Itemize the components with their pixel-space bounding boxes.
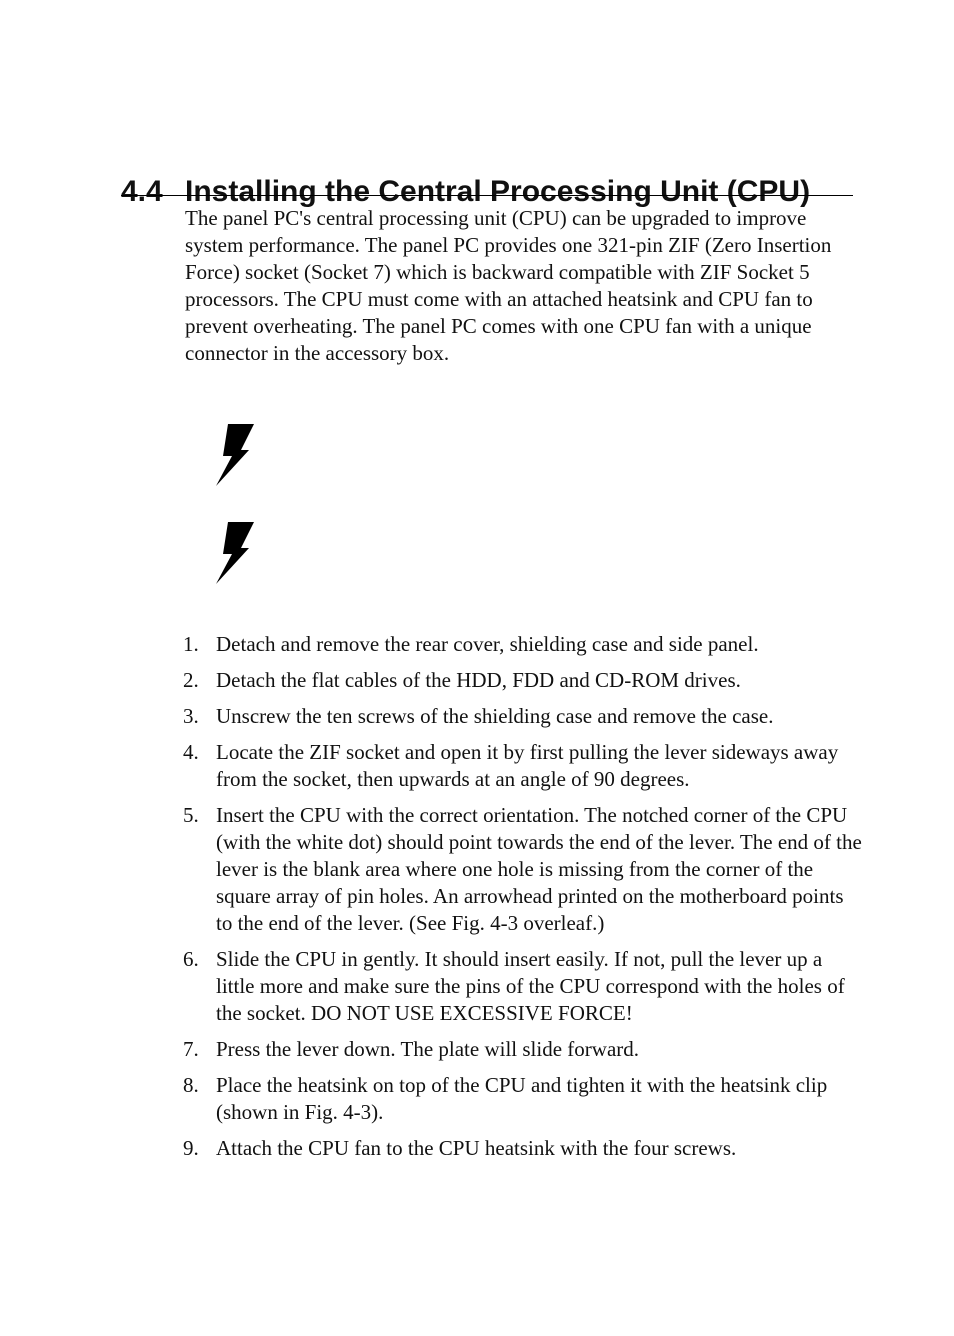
step-text: Detach and remove the rear cover, shielding case and side panel.: [216, 632, 759, 656]
list-item: [183, 802, 863, 937]
installation-steps: [183, 631, 863, 1171]
section-title: Installing the Central Processing Unit (CPU): [185, 175, 811, 209]
lightning-bolt-icon: [214, 422, 256, 488]
list-item: [183, 739, 863, 793]
step-number: 2.: [183, 668, 199, 692]
step-number: 4.: [183, 740, 199, 764]
step-number: 8.: [183, 1073, 199, 1097]
step-number: 3.: [183, 704, 199, 728]
section-number: 4.4: [121, 175, 163, 209]
step-number: 9.: [183, 1136, 199, 1160]
step-number: 6.: [183, 947, 199, 971]
step-text: Locate the ZIF socket and open it by first pulling the lever sideways away from the socket, then upwards at an angle of 90 degrees.: [216, 740, 839, 791]
step-text: Press the lever down. The plate will slide forward.: [216, 1037, 640, 1061]
intro-paragraph: The panel PC's central processing unit (CPU) can be upgraded to improve system performance. The panel PC provides one 321-pin ZIF (Zero Insertion Force) socket (Socket 7) which is backward compatible with ZIF Socket 5 processors. The CPU must come with an attached heatsink and CPU fan to prevent overheating. The panel PC comes with one CPU fan with a unique connector in the accessory box.: [185, 206, 832, 365]
list-item: [183, 1135, 863, 1162]
step-number: 1.: [183, 632, 199, 656]
step-number: 5.: [183, 803, 199, 827]
heading-rule: [121, 195, 853, 196]
list-item: [183, 631, 863, 658]
step-text: Unscrew the ten screws of the shielding case and remove the case.: [216, 704, 774, 728]
step-text: Slide the CPU in gently. It should insert easily. If not, pull the lever up a little more and make sure the pins of the CPU correspond with the holes of the socket. DO NOT USE EXCESSIVE FORCE!: [216, 947, 845, 1025]
list-item: [183, 667, 863, 694]
list-item: [183, 703, 863, 730]
step-text: Attach the CPU fan to the CPU heatsink with the four screws.: [216, 1136, 737, 1160]
lightning-bolt-icon: [214, 520, 256, 586]
step-text: Place the heatsink on top of the CPU and tighten it with the heatsink clip (shown in Fig. 4-3).: [216, 1073, 828, 1124]
list-item: [183, 1072, 863, 1126]
step-text: Detach the flat cables of the HDD, FDD and CD-ROM drives.: [216, 668, 741, 692]
step-number: 7.: [183, 1037, 199, 1061]
list-item: [183, 1036, 863, 1063]
list-item: [183, 946, 863, 1027]
step-text: Insert the CPU with the correct orientation. The notched corner of the CPU (with the white dot) should point towards the end of the lever. The end of the lever is the blank area where one hole is missing from the corner of the square array of pin holes. An arrowhead printed on the motherboard points to the end of the lever. (See Fig. 4-3 overleaf.): [216, 803, 862, 935]
